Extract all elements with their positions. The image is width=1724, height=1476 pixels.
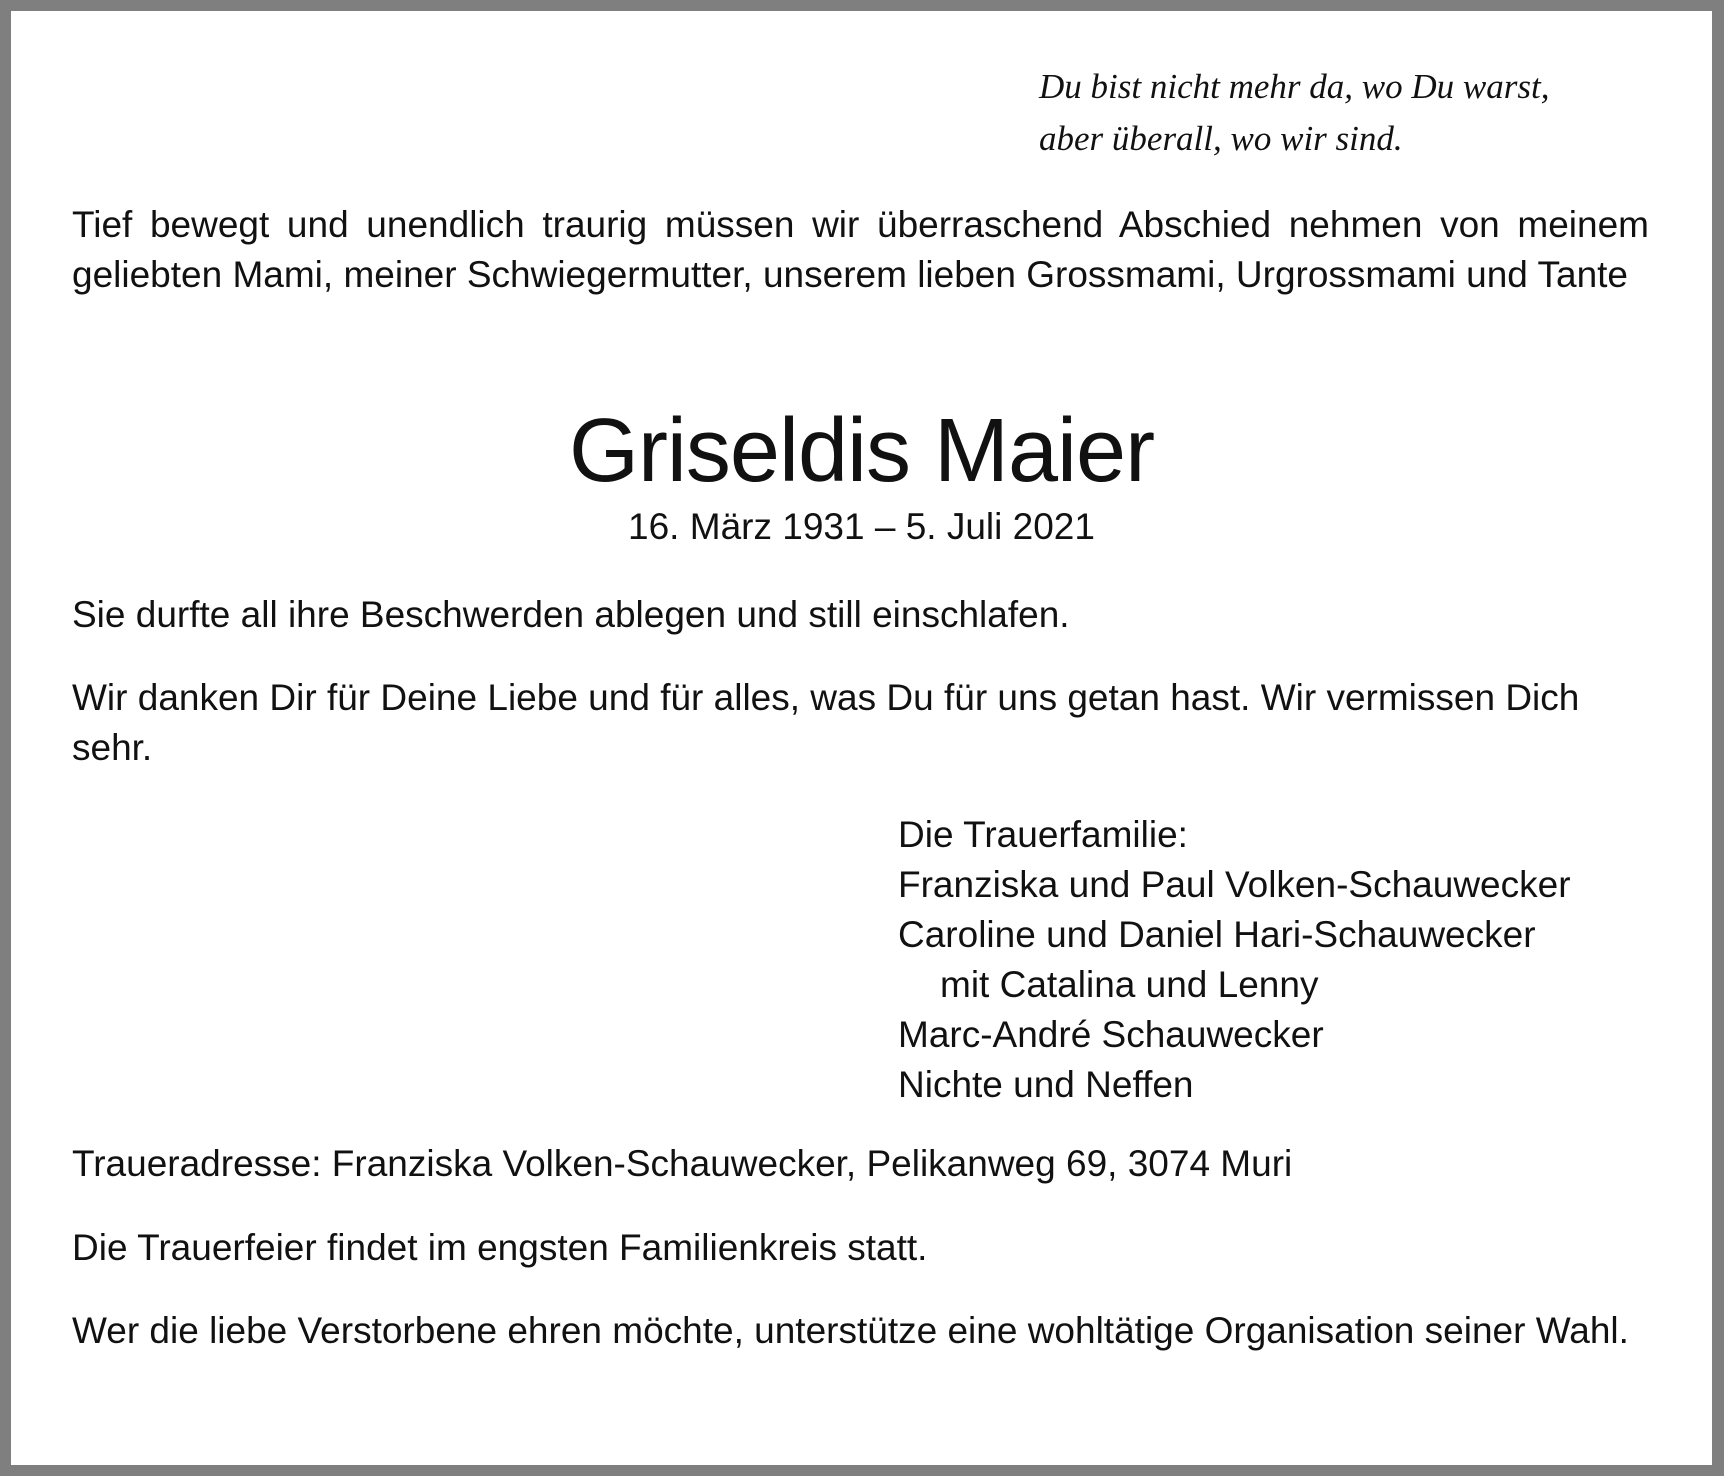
motto-quote [1039,61,1679,165]
thanks-paragraph: Wir danken Dir für Deine Liebe und für alles, was Du für uns getan hast. Wir vermissen Dich sehr. [72,677,1580,768]
donation-note: Wer die liebe Verstorbene ehren möchte, unterstütze eine wohltätige Organisation seiner Wahl. [72,1310,1629,1351]
family-member: mit Catalina und Lenny [940,964,1319,1005]
deceased-name: Griseldis Maier [568,401,1155,501]
family-member: Franziska und Paul Volken-Schauwecker [898,864,1571,905]
obituary-notice [11,11,1712,1465]
motto-line-2: aber überall, wo wir sind. [1039,119,1403,158]
intro-paragraph: Tief bewegt und unendlich traurig müssen wir überraschend Abschied nehmen von meinem geliebten Mami, meiner Schwiegermutter, unserem lieben Grossmami, Urgrossmami und Tante [72,204,1649,295]
life-dates: 16. März 1931 – 5. Juli 2021 [628,506,1095,547]
mourning-family [898,810,1698,1110]
ceremony-note: Die Trauerfeier findet im engsten Familienkreis statt. [72,1227,928,1268]
family-heading: Die Trauerfamilie: [898,814,1188,855]
motto-line-1: Du bist nicht mehr da, wo Du warst, [1039,67,1550,106]
mourning-address: Traueradresse: Franziska Volken-Schauwecker, Pelikanweg 69, 3074 Muri [72,1143,1293,1184]
family-member: Marc-André Schauwecker [898,1014,1324,1055]
farewell-sentence: Sie durfte all ihre Beschwerden ablegen und still einschlafen. [72,594,1070,635]
family-member: Caroline und Daniel Hari-Schauwecker [898,914,1536,955]
family-member: Nichte und Neffen [898,1064,1194,1105]
